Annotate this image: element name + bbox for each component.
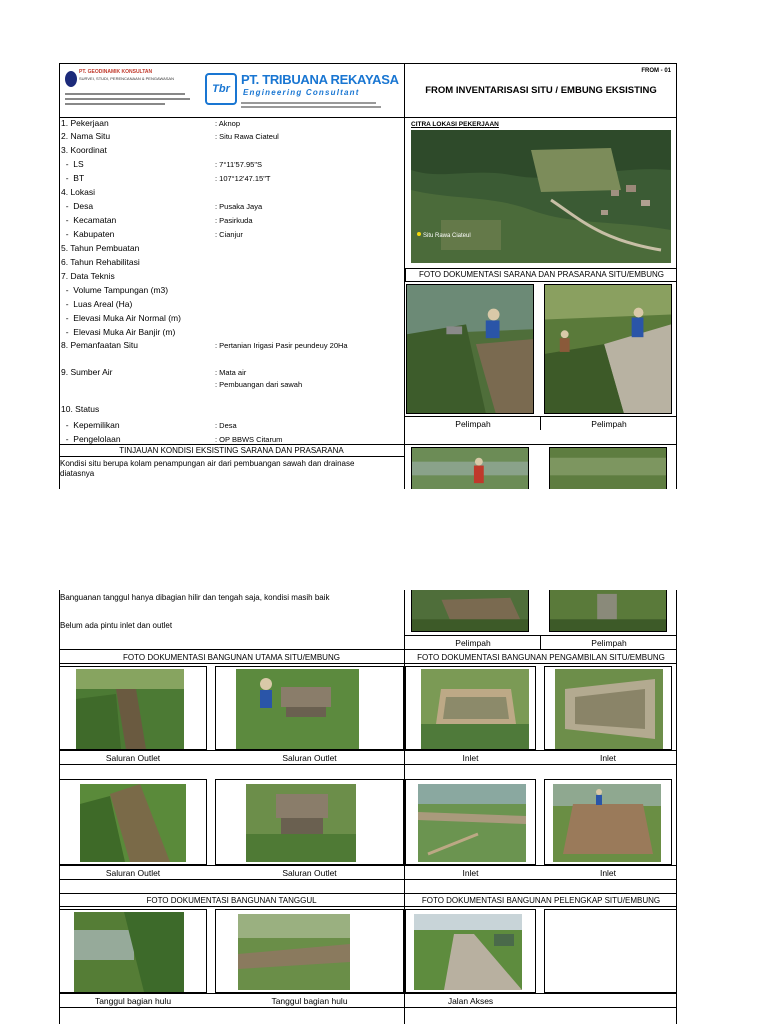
photo-pelimpah-1: [406, 284, 534, 414]
field-row: [59, 285, 405, 297]
foto-sarana-heading: FOTO DOKUMENTASI SARANA DAN PRASARANA SITU/EMBUNG: [418, 270, 665, 279]
field-row: [59, 327, 405, 339]
caption-saluran-outlet-2: Saluran Outlet: [282, 753, 337, 763]
caption-inlet-3: Inlet: [462, 868, 479, 878]
company2-name: PT. TRIBUANA REKAYASA: [241, 72, 399, 87]
citra-map-label: Situ Rawa Ciateul: [423, 233, 471, 239]
company2-tagline: Engineering Consultant: [243, 88, 360, 97]
field-value: : Pusaka Jaya: [215, 202, 263, 211]
photo-empty-slot: [544, 909, 677, 993]
photo-pelimpah-3-top: [411, 447, 529, 489]
field-value: : 107°12'47.15"T: [215, 174, 271, 183]
caption-saluran-outlet-3: Saluran Outlet: [105, 868, 161, 878]
field-label: - LS: [61, 159, 84, 169]
caption-divider-2: [540, 635, 541, 649]
caption-pelimpah-3: Pelimpah: [455, 638, 491, 648]
caption-row-a: [59, 750, 677, 765]
caption-row-c: [59, 993, 677, 1008]
photo-saluran-outlet-4: [215, 779, 404, 865]
field-row: [59, 201, 405, 213]
photo-inlet-2: [544, 666, 672, 750]
field-value: : Desa: [215, 421, 237, 430]
form-title: FROM INVENTARISASI SITU / EMBUNG EKSISTING: [425, 85, 657, 96]
tanggul-heading-box: [59, 893, 677, 907]
field-row: [59, 243, 405, 255]
pelengkap-heading: FOTO DOKUMENTASI BANGUNAN PELENGKAP SITU/EMBUNG: [421, 896, 661, 905]
field-label: 2. Nama Situ: [61, 131, 111, 141]
geodinamik-logo-icon: [65, 71, 77, 87]
field-label: 10. Status: [61, 404, 100, 414]
header-logos: [59, 63, 405, 118]
caption-inlet-4: Inlet: [599, 868, 617, 878]
field-label: 9. Sumber Air: [61, 367, 113, 377]
field-label: 8. Pemanfaatan Situ: [61, 340, 139, 350]
field-value: : Mata air: [215, 368, 247, 377]
location-pin-icon: [417, 232, 421, 236]
field-row: [59, 187, 405, 199]
field-value: : Situ Rawa Ciateul: [215, 132, 279, 141]
field-label: - Volume Tampungan (m3): [61, 285, 169, 295]
caption-row-b: [59, 865, 677, 880]
field-row: [59, 159, 405, 171]
field-label: - BT: [61, 173, 85, 183]
caption-pelimpah-4: Pelimpah: [591, 638, 627, 648]
photo-inlet-1: [405, 666, 536, 750]
field-label: - Elevasi Muka Air Banjir (m): [61, 327, 176, 337]
field-label: 4. Lokasi: [61, 187, 96, 197]
photo-jalan-akses: [405, 909, 536, 993]
tinjauan-text-2: Banguanan tanggul hanya dibagian hilir dan tengah saja, kondisi masih baik: [60, 593, 330, 602]
caption-saluran-outlet-4: Saluran Outlet: [282, 868, 337, 878]
field-row: [59, 229, 405, 241]
company1-name: PT. GEODINAMIK KONSULTAN: [79, 69, 153, 75]
caption-jalan-akses: Jalan Akses: [447, 996, 494, 1006]
caption-pelimpah-1: Pelimpah: [455, 419, 491, 429]
form-code: FROM - 01: [641, 68, 671, 74]
photo-saluran-outlet-1: [59, 666, 207, 750]
field-value: : Pembuangan dari sawah: [215, 380, 303, 389]
utama-heading-box: [59, 649, 677, 664]
field-value: : Aknop: [215, 119, 241, 128]
field-row: [59, 313, 405, 325]
photo-pelimpah-2: [544, 284, 672, 414]
citra-heading: CITRA LOKASI PEKERJAAN: [411, 121, 499, 128]
field-value: : 7°11'57.95"S: [215, 160, 262, 169]
field-label: 3. Koordinat: [61, 145, 107, 155]
company1-desc: SURVEI, STUDI, PERENCANAAN & PENGAWASAN: [79, 76, 174, 81]
caption-row-pelimpah-2: [405, 635, 677, 649]
field-row: [59, 271, 405, 283]
tinjauan-text-3: Belum ada pintu inlet dan outlet: [60, 621, 173, 630]
field-label: - Desa: [61, 201, 94, 211]
photo-inlet-3: [405, 779, 536, 865]
caption-inlet-1: Inlet: [462, 753, 479, 763]
photo-pelimpah-4-bottom: [549, 590, 667, 632]
field-label: - Pengelolaan: [61, 434, 121, 444]
field-row: [59, 379, 405, 391]
field-row: [59, 173, 405, 185]
field-row: [59, 131, 405, 143]
tinjauan-heading-box: [59, 444, 405, 457]
field-row: [59, 118, 405, 130]
company2-contact-lines: [241, 100, 381, 110]
row-2-top: [405, 444, 677, 445]
field-label: - Kecamatan: [61, 215, 117, 225]
photo-pelimpah-3-bottom: [411, 590, 529, 632]
caption-row-pelimpah-1: [405, 416, 677, 430]
caption-tanggul-hulu-1: Tanggul bagian hulu: [94, 996, 172, 1006]
caption-saluran-outlet-1: Saluran Outlet: [105, 753, 161, 763]
pengambilan-heading: FOTO DOKUMENTASI BANGUNAN PENGAMBILAN SITU/EMBUNG: [417, 653, 665, 662]
caption-tanggul-hulu-2: Tanggul bagian hulu: [271, 996, 348, 1006]
tinjauan-right-divider: [404, 457, 405, 489]
field-label: 1. Pekerjaan: [61, 118, 109, 128]
tinjauan-text-1: Kondisi situ berupa kolam penampungan air dari pembuangan sawah dan drainase: [60, 459, 355, 468]
logo-letters: Tbr: [212, 83, 230, 95]
field-label: - Luas Areal (Ha): [61, 299, 133, 309]
photo-tanggul-hulu-2: [215, 909, 404, 993]
tanggul-heading: FOTO DOKUMENTASI BANGUNAN TANGGUL: [146, 896, 317, 905]
caption-pelimpah-2: Pelimpah: [591, 419, 627, 429]
field-row: [59, 215, 405, 227]
caption-inlet-2: Inlet: [599, 753, 617, 763]
field-label: - Kabupaten: [61, 229, 115, 239]
field-label: - Kepemilikan: [61, 420, 120, 430]
header-title-box: [405, 63, 677, 118]
foto-sarana-heading-box: [405, 268, 677, 282]
tinjauan-text-1b: diatasnya: [60, 469, 95, 478]
field-row: [59, 420, 405, 432]
photo-saluran-outlet-3: [59, 779, 207, 865]
photo-pelimpah-4-top: [549, 447, 667, 489]
satellite-image: [411, 130, 671, 263]
field-label: 5. Tahun Pembuatan: [61, 243, 140, 253]
field-label: - Elevasi Muka Air Normal (m): [61, 313, 181, 323]
field-value: : Cianjur: [215, 230, 243, 239]
tinjauan-heading: TINJAUAN KONDISI EKSISTING SARANA DAN PRASARANA: [119, 446, 344, 455]
tribuana-logo-icon: [205, 73, 237, 105]
field-list: [59, 118, 405, 444]
utama-heading: FOTO DOKUMENTASI BANGUNAN UTAMA SITU/EMBUNG: [123, 653, 340, 662]
photo-saluran-outlet-2: [215, 666, 404, 750]
field-row: [59, 145, 405, 157]
field-value: : OP BBWS Citarum: [215, 435, 283, 444]
field-row: [59, 340, 405, 352]
field-row: [59, 367, 405, 379]
field-row: [59, 404, 405, 416]
photo-inlet-4: [544, 779, 672, 865]
company1-address-lines: [65, 90, 195, 110]
field-label: 6. Tahun Rehabilitasi: [61, 257, 140, 267]
field-row: [59, 299, 405, 311]
field-label: 7. Data Teknis: [61, 271, 115, 281]
citra-section: [405, 118, 677, 268]
photo-tanggul-hulu-1: [59, 909, 207, 993]
caption-divider: [540, 416, 541, 430]
field-value: : Pertanian Irigasi Pasir peundeuy 20Ha: [215, 341, 348, 350]
field-row: [59, 257, 405, 269]
field-value: : Pasirkuda: [215, 216, 253, 225]
